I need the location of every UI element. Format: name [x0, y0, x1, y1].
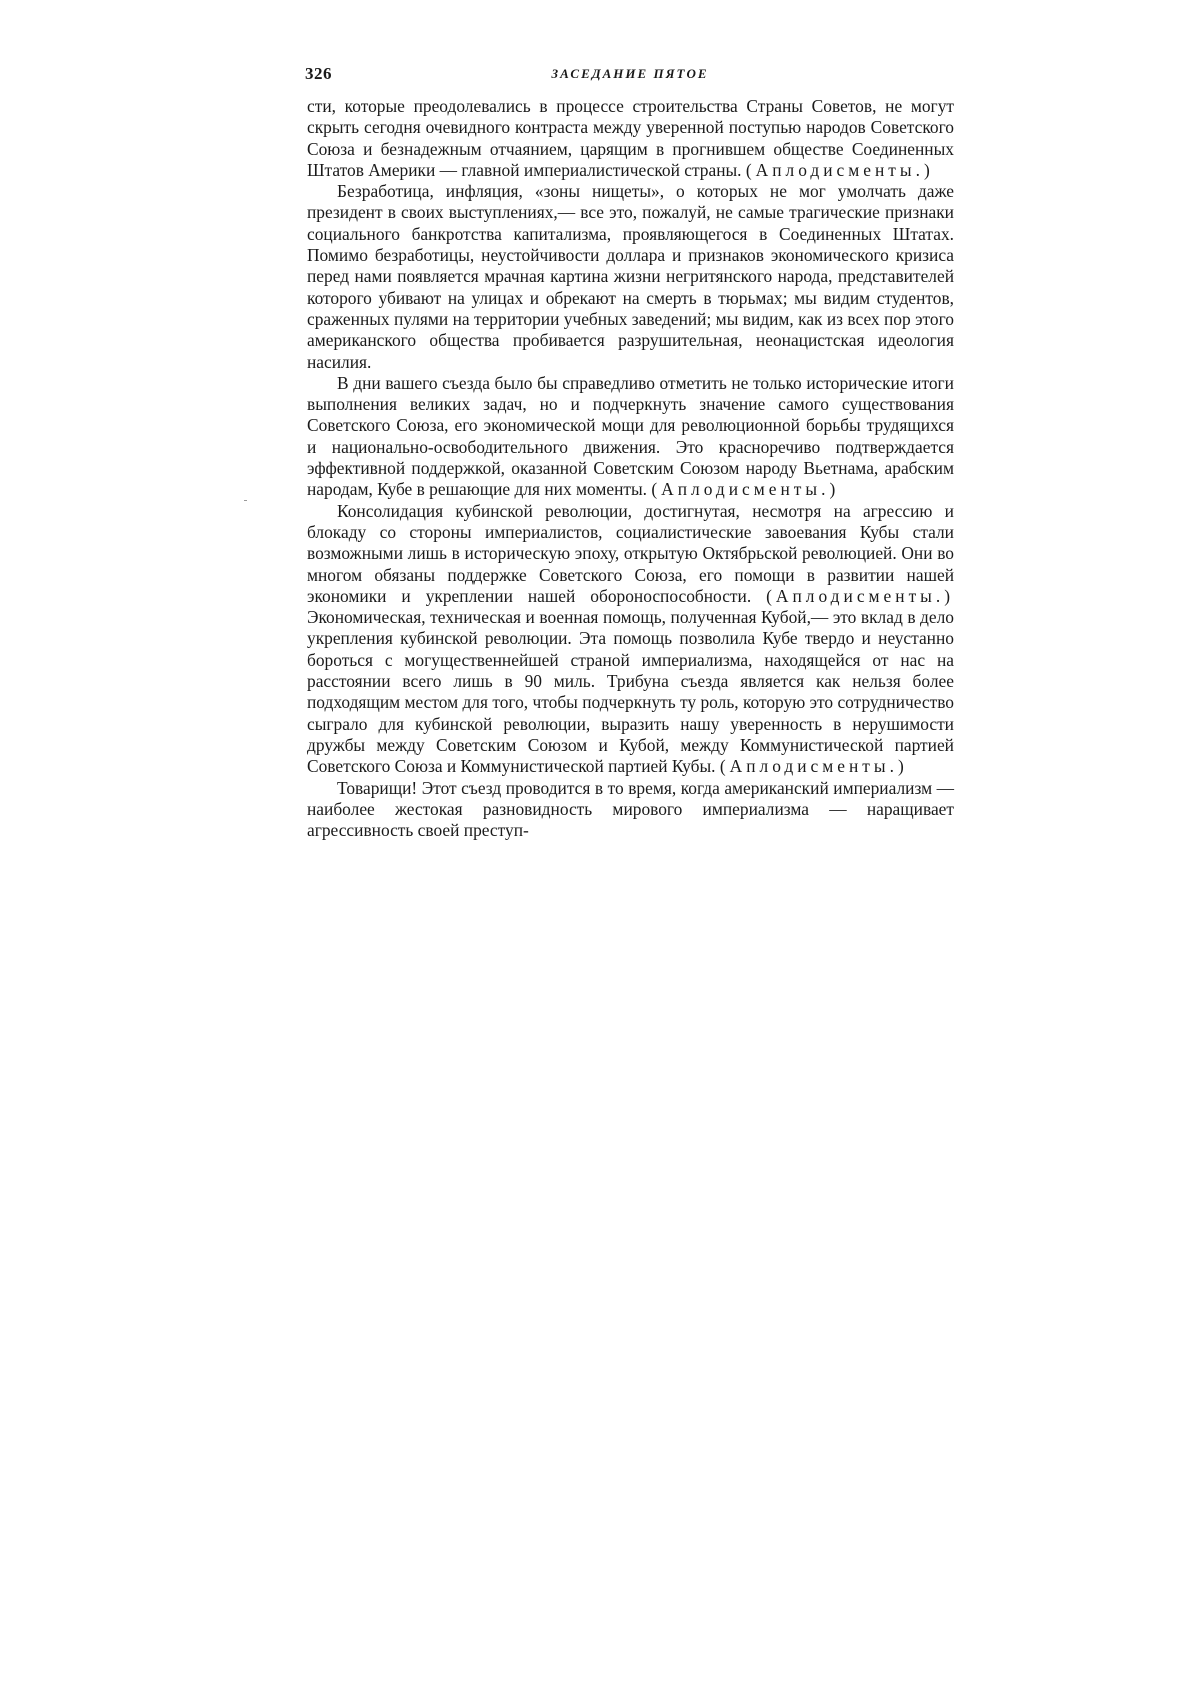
- paragraph-3: [307, 373, 954, 501]
- paragraph-1-text: сти, которые преодолевались в процессе строительства Страны Советов, не могут скрыть сегодня очевидного контраста между уверенной поступью народов Советского Союза и безнадежным отчаянием, царящим в прогнившем обществе Соединенных Штатов Америки — главной империалистической страны.: [307, 96, 954, 180]
- body-text: [307, 96, 954, 841]
- paragraph-2: [307, 181, 954, 373]
- paragraph-5: [307, 778, 954, 842]
- page-number: 326: [305, 64, 332, 83]
- paragraph-5-text: Товарищи! Этот съезд проводится в то время, когда американский империализм — наиболее жестокая разновидность мирового империализма — наращивает агрессивность своей преступ-: [307, 777, 954, 841]
- applause-note: (Аплодисменты.): [745, 159, 934, 180]
- running-title: ЗАСЕДАНИЕ ПЯТОЕ: [551, 66, 709, 81]
- applause-note: (Аплодисменты.): [719, 756, 908, 777]
- paragraph-4: [307, 501, 954, 778]
- applause-note: (Аплодисменты.): [651, 479, 840, 500]
- running-head: [305, 64, 955, 88]
- paragraph-4-text: Консолидация кубинской революции, достигнутая, несмотря на агрессию и блокаду со стороны империалистов, социалистические завоевания Кубы стали возможными лишь в историческую эпоху, открытую Октябрьской революцией. Они во многом обязаны поддержке Советского Союза, его помощи в развитии нашей экономики и укреплении нашей обороноспособности.: [307, 500, 954, 606]
- paragraph-3-text: В дни вашего съезда было бы справедливо отметить не только исторические итоги выполнения великих задач, но и подчеркнуть значение самого существования Советского Союза, его экономической мощи для революционной борьбы трудящихся и национально-освободительного движения. Это красноречиво подтверждается эффективной поддержкой, оказанной Советским Союзом народу Вьетнама, арабским народам, Кубе в решающие для них моменты.: [307, 372, 954, 500]
- applause-note: (Аплодисменты.): [766, 585, 954, 606]
- margin-mark: [244, 500, 247, 501]
- paragraph-4-text-continued: Экономическая, техническая и военная помощь, полученная Кубой,— это вклад в дело укрепления кубинской революции. Эта помощь позволила Кубе твердо и неустанно бороться с могущественнейшей страной империализма, находящейся от нас на расстоянии всего лишь в 90 миль. Трибуна съезда является как нельзя более подходящим местом для того, чтобы подчеркнуть ту роль, которую это сотрудничество сыграло для кубинской революции, выразить нашу уверенность в нерушимости дружбы между Советским Союзом и Кубой, между Коммунистической партией Советского Союза и Коммунистической партией Кубы.: [307, 607, 954, 777]
- paragraph-1: [307, 96, 954, 181]
- paragraph-2-text: Безработица, инфляция, «зоны нищеты», о которых не мог умолчать даже президент в своих выступлениях,— все это, пожалуй, не самые трагические признаки социального банкротства капитализма, проявляющегося в Соединенных Штатах. Помимо безработицы, неустойчивости доллара и признаков экономического кризиса перед нами появляется мрачная картина жизни негритянского народа, представителей которого убивают на улицах и обрекают на смерть в тюрьмах; мы видим студентов, сраженных пулями на территории учебных заведений; мы видим, как из всех пор этого американского общества пробивается разрушительная, неонацистская идеология насилия.: [307, 181, 954, 372]
